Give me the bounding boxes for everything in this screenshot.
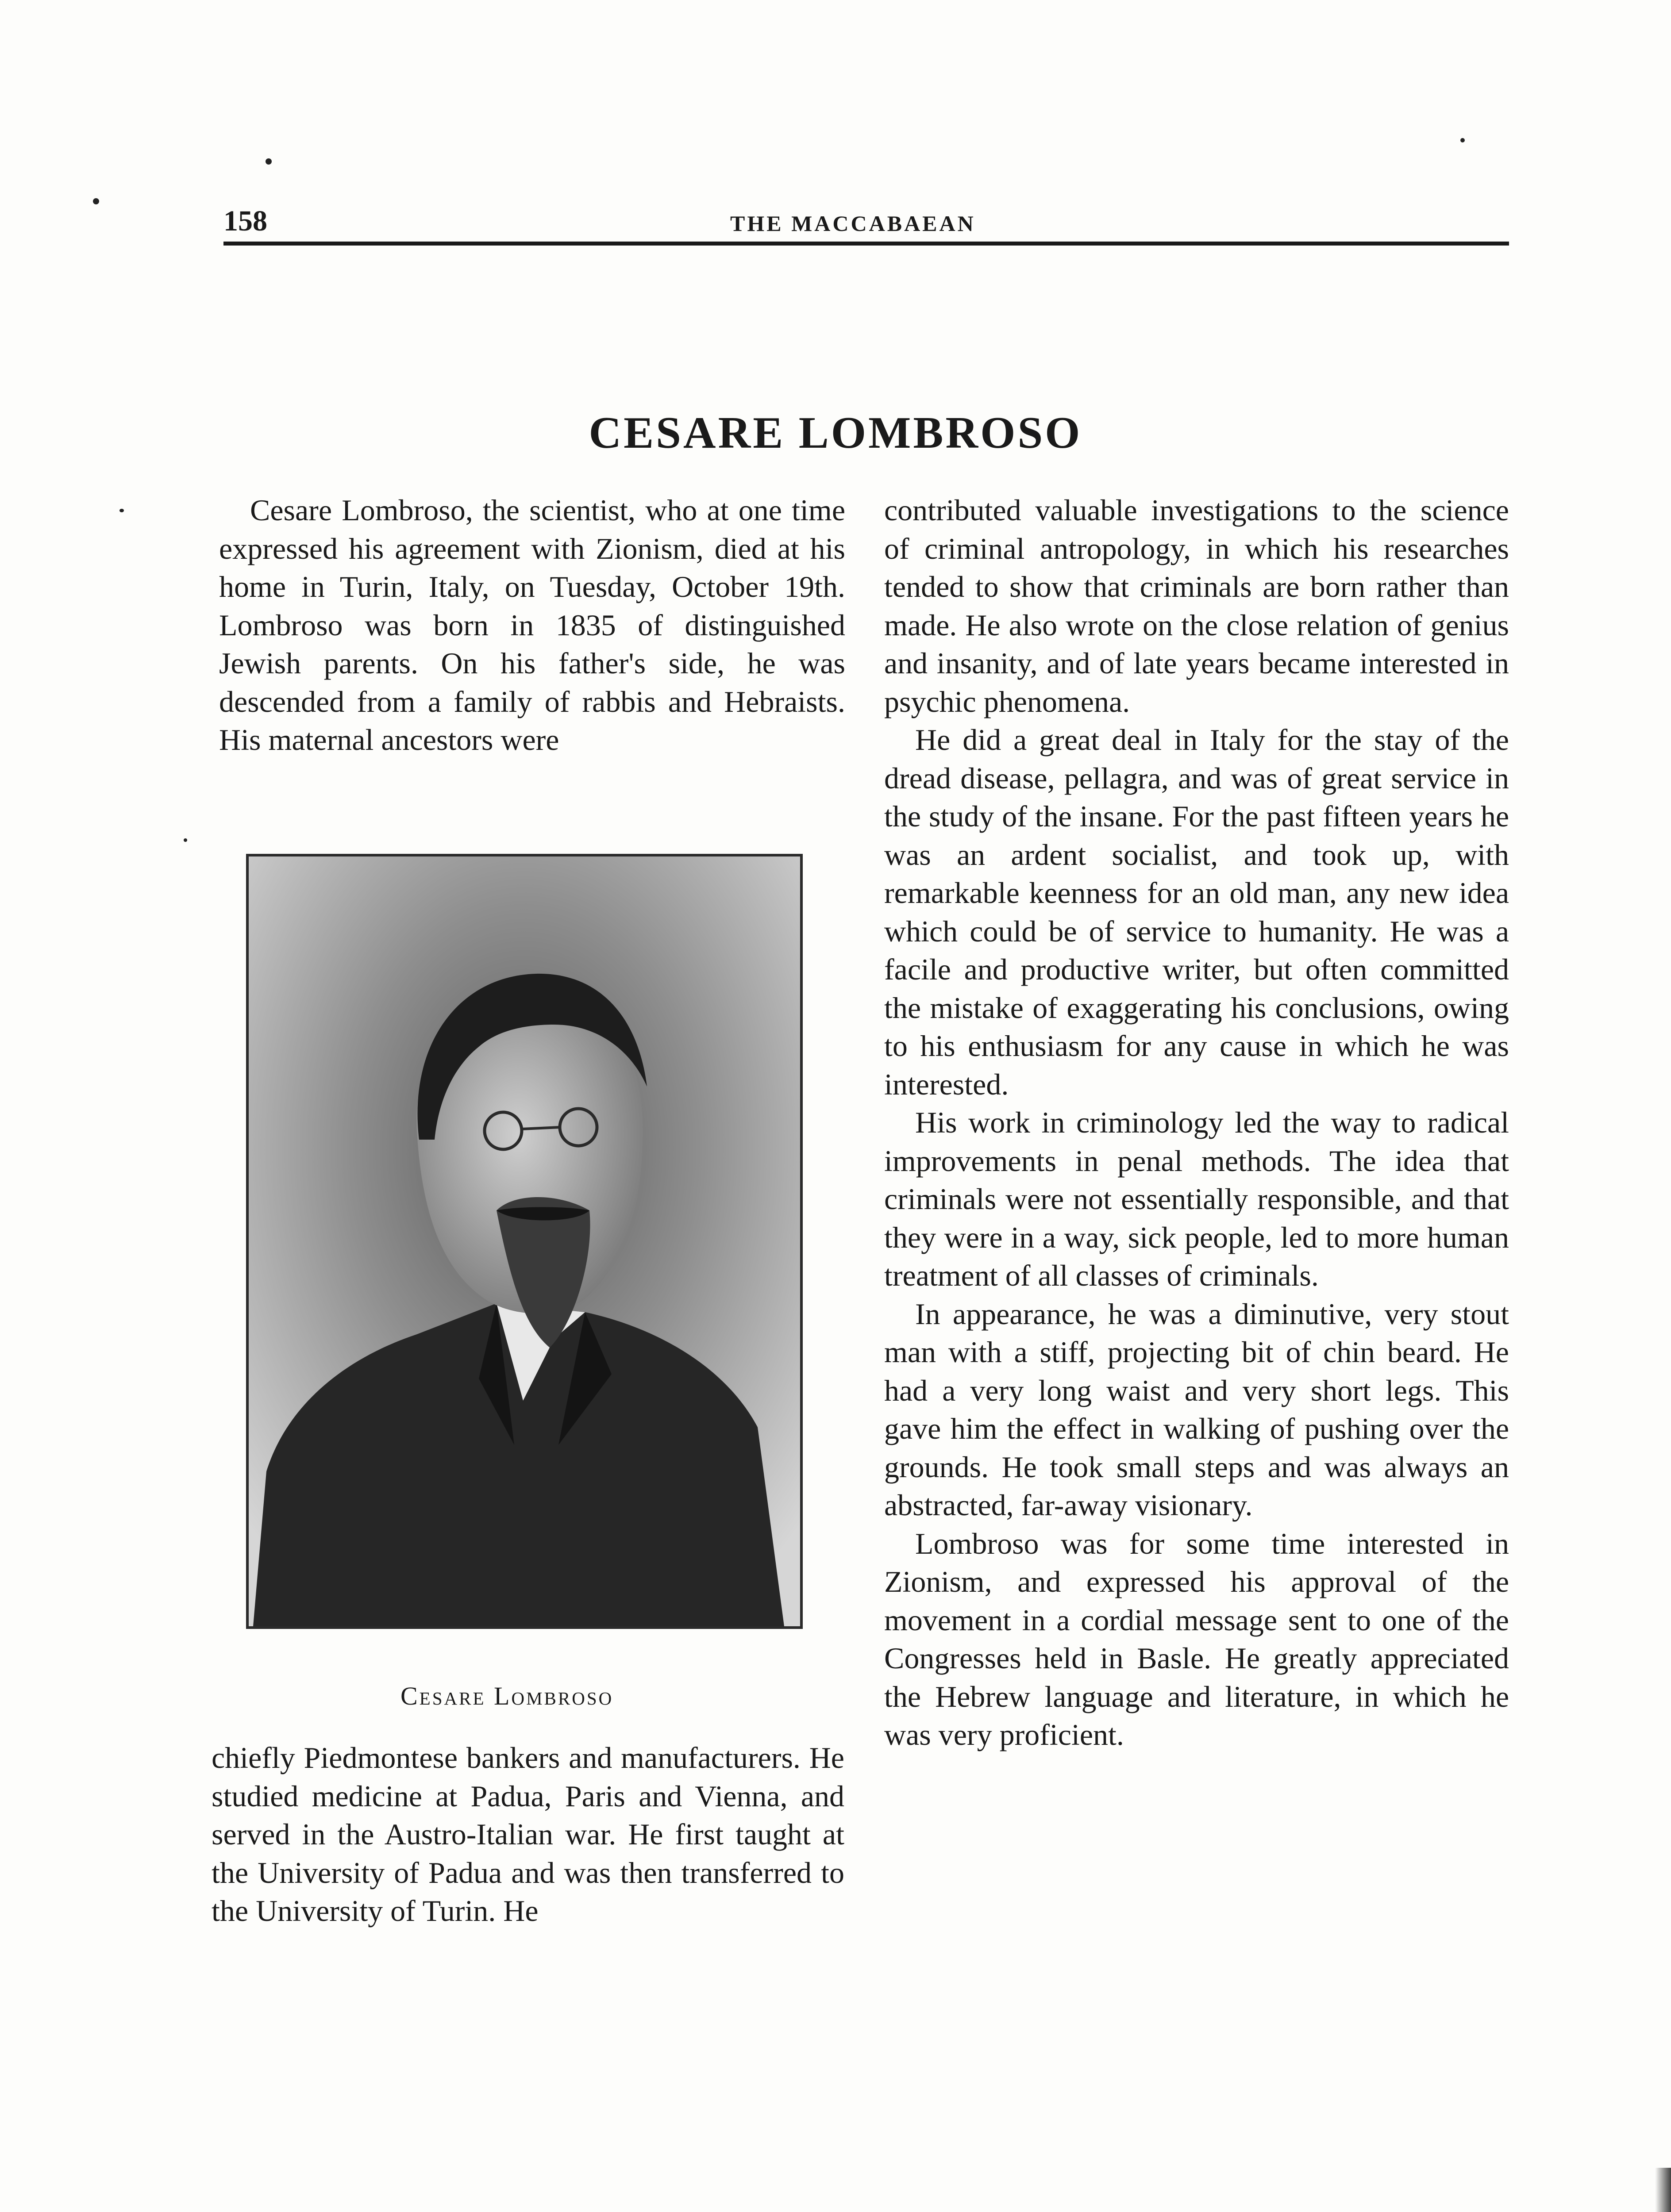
page-number: 158 (223, 205, 267, 237)
paragraph: chiefly Piedmontese bankers and manufacturers. He studied medicine at Padua, Paris and Vienna, and served in the Austro-Italian war. He first taught at the University of Padua and was then transferred to the University of Turin. He (212, 1741, 844, 1928)
portrait-photo (246, 854, 803, 1629)
paper-speck (266, 158, 272, 165)
running-head: THE MACCABAEAN (730, 211, 976, 236)
paragraph: Cesare Lombroso, the scientist, who at one time expressed his agreement with Zionism, died at his home in Turin, Italy, on Tuesday, October 19th. Lombroso was born in 1835 of distinguished Jewish parents. On his father's side, he was descended from a family of rabbis and Hebraists. His maternal ancestors were (219, 493, 845, 757)
portrait-caption: Cesare Lombroso (400, 1682, 614, 1710)
paragraph: His work in criminology led the way to radical improvements in penal methods. The idea that criminals were not essentially responsible, and that they were in a way, sick people, led to more human treatment of all classes of criminals. (884, 1106, 1509, 1292)
paper-speck (93, 198, 99, 204)
paragraph: In appearance, he was a diminutive, very stout man with a stiff, projecting bit of chin beard. He had a very long waist and very short legs. This gave him the effect in walking of pushing over the grounds. He took small steps and was always an abstracted, far-away visionary. (884, 1297, 1509, 1522)
paper-speck (1460, 138, 1465, 142)
paper-speck (119, 509, 124, 512)
header-rule (223, 242, 1509, 246)
left-column-bottom (212, 1739, 844, 1930)
paragraph: Lombroso was for some time interested in Zionism, and expressed his approval of the movement in a cordial message sent to one of the Congresses held in Basle. He greatly appreciated the Hebrew language and literature, in which he was very proficient. (884, 1526, 1509, 1751)
paper-speck (184, 838, 187, 842)
page-edge-shadow (1655, 2168, 1671, 2212)
left-column-top (219, 491, 845, 759)
paragraph: He did a great deal in Italy for the stay of the dread disease, pellagra, and was of great service in the study of the insane. For the past fifteen years he was an ardent socialist, and took up, with remarkable keenness for an old man, any new idea which could be of service to humanity. He was a facile and productive writer, but often committed the mistake of exaggerating his conclusions, owing to his enthusiasm for any cause in which he was interested. (884, 723, 1509, 1101)
right-column (884, 491, 1509, 1754)
article-title: CESARE LOMBROSO (589, 408, 1082, 458)
paragraph: contributed valuable investigations to the science of criminal antropology, in which his researches tended to show that criminals are born rather than made. He also wrote on the close relation of genius and insanity, and of late years became interested in psychic phenomena. (884, 493, 1509, 718)
